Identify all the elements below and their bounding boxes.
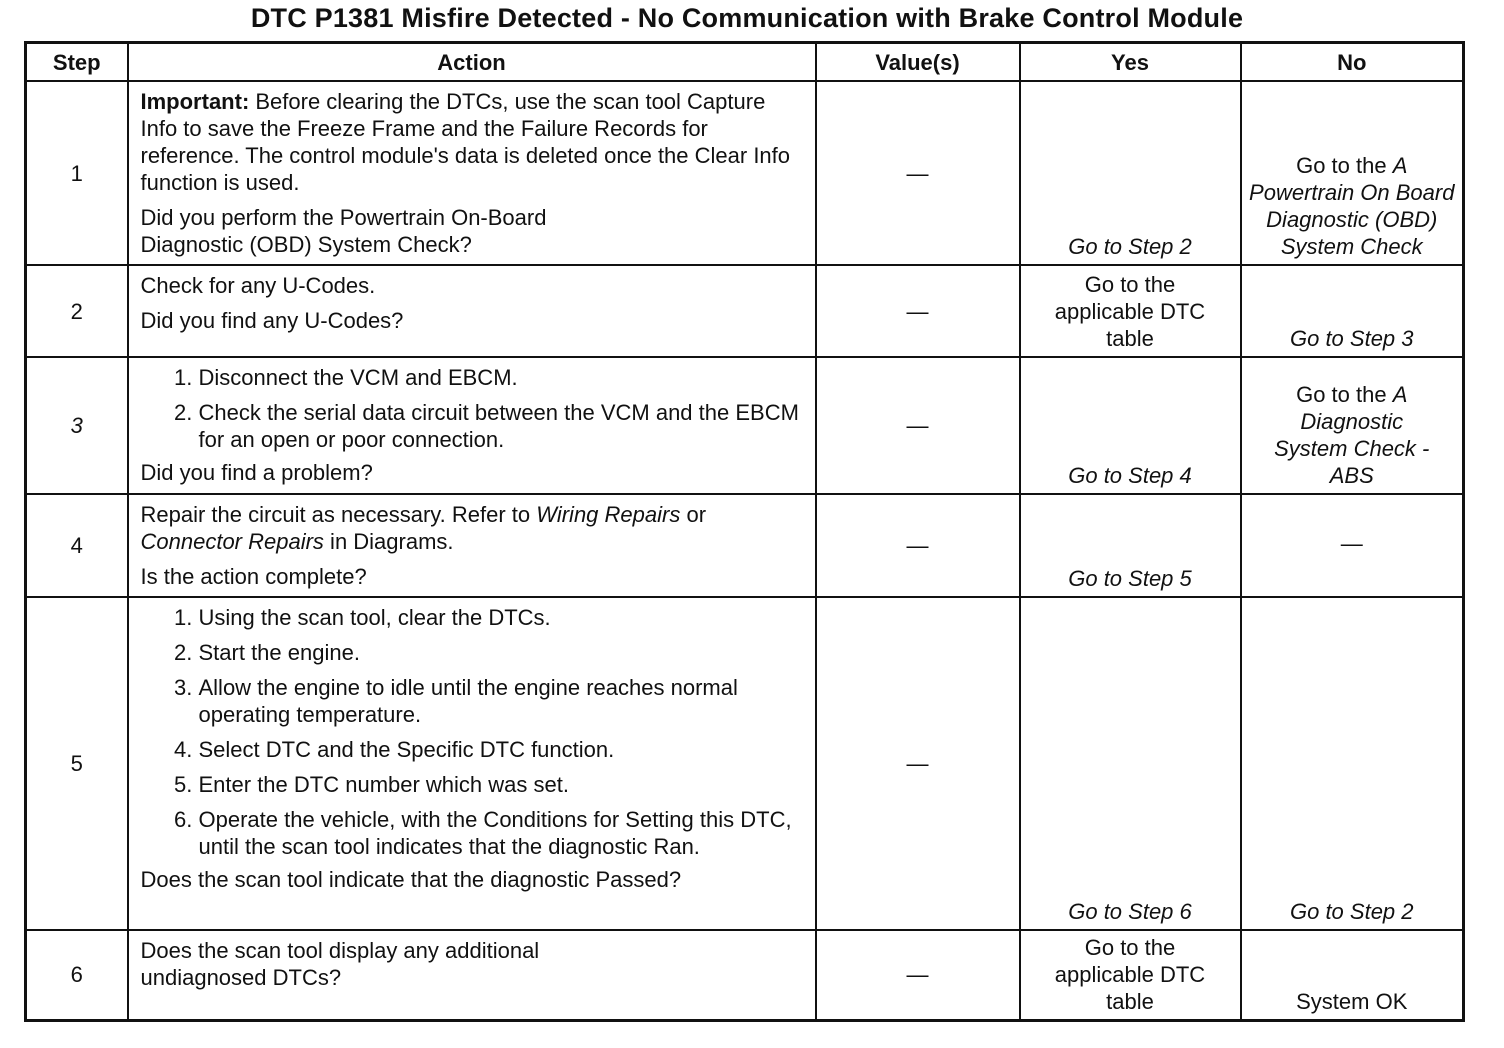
list-item: 5. Enter the DTC number which was set.	[199, 771, 805, 798]
wiring-repairs-link[interactable]: Wiring Repairs	[536, 502, 681, 527]
no-link-text: A Powertrain On Board Diagnostic (OBD) System Check	[1249, 153, 1455, 259]
header-step: Step	[26, 43, 128, 82]
list-item: 2. Check the serial data circuit between the VCM and the EBCM for an open or poor connection.	[199, 399, 805, 453]
no-text: Go to Step 3	[1289, 326, 1414, 351]
action-cell	[128, 265, 816, 357]
important-label: Important:	[140, 89, 250, 114]
header-yes: Yes	[1020, 43, 1241, 82]
action-cell	[128, 597, 816, 930]
yes-cell	[1020, 930, 1241, 1020]
action-cell	[128, 930, 816, 1020]
list-item: 4. Select DTC and the Specific DTC function.	[199, 736, 805, 763]
value-cell: —	[816, 597, 1020, 930]
no-prefix: Go to the	[1296, 153, 1393, 178]
no-cell	[1241, 597, 1464, 930]
yes-text: Go to Step 2	[1068, 234, 1192, 259]
diagnostic-table	[24, 41, 1465, 1022]
list-item: 2. Start the engine.	[199, 639, 805, 666]
action-question: Does the scan tool display any additional undiagnosed DTCs?	[140, 938, 540, 990]
list-item: 1. Using the scan tool, clear the DTCs.	[199, 604, 805, 631]
action-text: Repair the circuit as necessary. Refer to	[140, 502, 537, 527]
yes-text: Go to the applicable DTC table	[1054, 934, 1206, 1014]
value-cell: —	[816, 930, 1020, 1020]
table-row	[26, 930, 1464, 1020]
yes-cell	[1020, 494, 1241, 597]
header-action: Action	[128, 43, 816, 82]
table-row	[26, 494, 1464, 597]
step-number: 5	[26, 597, 128, 930]
table-row	[26, 597, 1464, 930]
header-no: No	[1241, 43, 1464, 82]
value-cell: —	[816, 81, 1020, 265]
list-item: 3. Allow the engine to idle until the engine reaches normal operating temperature.	[199, 674, 805, 728]
step-number: 4	[26, 494, 128, 597]
action-cell	[128, 81, 816, 265]
table-row	[26, 357, 1464, 494]
action-cell: Repair the circuit as necessary. Refer to Wiring Repairs or Connector Repairs in Diagrams. Is the action complete?	[128, 494, 816, 597]
value-cell: —	[816, 357, 1020, 494]
action-question: Does the scan tool indicate that the diagnostic Passed?	[140, 867, 682, 892]
action-question: Did you find any U-Codes?	[140, 308, 404, 333]
yes-text: Go to Step 6	[1068, 899, 1192, 924]
yes-cell	[1020, 357, 1241, 494]
table-header-row	[26, 43, 1464, 82]
header-values: Value(s)	[816, 43, 1020, 82]
step-number: 3	[26, 357, 128, 494]
no-cell	[1241, 357, 1464, 494]
page-title: DTC P1381 Misfire Detected - No Communication with Brake Control Module	[250, 3, 1244, 33]
no-prefix: Go to the	[1296, 382, 1393, 407]
action-text: Before clearing the DTCs, use the scan tool Capture Info to save the Freeze Frame and the Failure Records for reference. The control module's data is deleted once the Clear Info function is used.	[140, 89, 791, 195]
connector-repairs-link[interactable]: Connector Repairs	[140, 529, 324, 554]
yes-cell	[1020, 265, 1241, 357]
step-number: 1	[26, 81, 128, 265]
step-number: 2	[26, 265, 128, 357]
action-question: Is the action complete?	[140, 564, 367, 589]
no-text: Go to Step 2	[1289, 899, 1414, 924]
action-cell	[128, 357, 816, 494]
value-cell: —	[816, 265, 1020, 357]
action-text: Check for any U-Codes.	[140, 273, 376, 298]
list-item: 1. Disconnect the VCM and EBCM.	[199, 364, 805, 391]
value-cell: —	[816, 494, 1020, 597]
yes-text: Go to Step 5	[1068, 566, 1192, 591]
yes-cell	[1020, 597, 1241, 930]
action-question: Did you find a problem?	[140, 460, 373, 485]
yes-text: Go to the applicable DTC table	[1054, 272, 1206, 351]
no-cell: System OK	[1241, 930, 1464, 1020]
table-row	[26, 265, 1464, 357]
table-row	[26, 81, 1464, 265]
list-item: 6. Operate the vehicle, with the Conditions for Setting this DTC, until the scan tool indicates that the diagnostic Ran.	[199, 806, 805, 860]
action-question: Did you perform the Powertrain On-Board Diagnostic (OBD) System Check?	[140, 205, 547, 257]
step-number: 6	[26, 930, 128, 1020]
yes-text: Go to Step 4	[1068, 463, 1192, 488]
yes-cell	[1020, 81, 1241, 265]
no-cell	[1241, 265, 1464, 357]
no-link-text: A Diagnostic System Check - ABS	[1274, 382, 1430, 488]
no-cell	[1241, 81, 1464, 265]
no-cell: —	[1241, 494, 1464, 597]
